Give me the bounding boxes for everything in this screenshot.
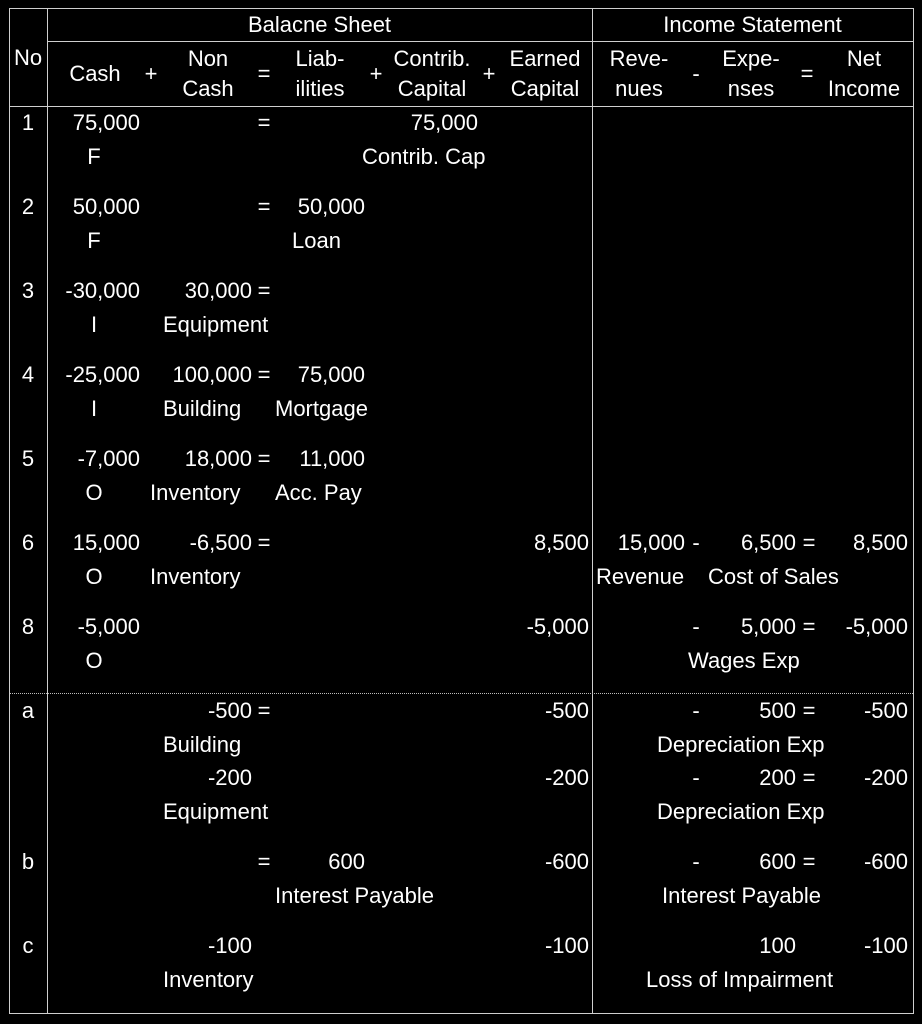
non-cash-label: Equipment (163, 799, 269, 824)
cash-amount: 50,000 (72, 194, 140, 219)
liabilities-label: Acc. Pay (275, 480, 362, 505)
border-bottom (9, 1013, 914, 1014)
header-plus: + (369, 61, 383, 86)
row-number: a (21, 698, 35, 723)
cash-activity-tag: O (85, 648, 103, 673)
non-cash-label: Equipment (163, 312, 269, 337)
equals-sign: = (257, 194, 271, 219)
net-income-amount: -100 (863, 933, 908, 958)
net-income-amount: -500 (863, 698, 908, 723)
header-non-cash-line1: Non (187, 46, 229, 71)
cash-activity-tag: F (87, 228, 101, 253)
equals-sign: = (257, 362, 271, 387)
equals-sign: = (802, 614, 816, 639)
header-no: No (13, 45, 43, 70)
minus-sign: - (692, 614, 700, 639)
liabilities-label: Mortgage (275, 396, 368, 421)
equals-sign: = (257, 446, 271, 471)
earned-capital-amount: -5,000 (526, 614, 589, 639)
equals-sign: = (802, 698, 816, 723)
non-cash-amount: 100,000 (172, 362, 252, 387)
non-cash-label: Inventory (163, 967, 254, 992)
border-right (913, 8, 914, 1014)
liabilities-amount: 50,000 (297, 194, 365, 219)
header-plus: + (482, 61, 496, 86)
expenses-label: Wages Exp (688, 648, 800, 673)
non-cash-amount: -6,500 (189, 530, 252, 555)
header-balance-sheet: Balacne Sheet (247, 12, 392, 37)
header-cash: Cash (69, 61, 121, 86)
non-cash-amount: -100 (207, 933, 252, 958)
expenses-label: Depreciation Exp (657, 732, 825, 757)
liabilities-amount: 11,000 (299, 446, 365, 471)
minus-sign: - (692, 530, 700, 555)
header-net-income-line1: Net (846, 46, 882, 71)
non-cash-label: Inventory (150, 480, 241, 505)
header-expenses-line2: nses (727, 76, 775, 101)
expenses-label: Loss of Impairment (646, 967, 834, 992)
header-net-income-line2: Income (827, 76, 901, 101)
minus-sign: - (692, 849, 700, 874)
header-contrib-capital-line1: Contrib. (393, 46, 471, 71)
cash-activity-tag: F (87, 144, 101, 169)
earned-capital-amount: -200 (544, 765, 589, 790)
equals-sign: = (257, 849, 271, 874)
row-number: c (22, 933, 34, 958)
header-plus: + (144, 61, 158, 86)
cash-activity-tag: I (90, 396, 98, 421)
liabilities-label: Interest Payable (275, 883, 434, 908)
revenues-label: Revenue (596, 564, 685, 589)
equals-sign: = (802, 530, 816, 555)
earned-capital-amount: -500 (544, 698, 589, 723)
row-number: 6 (21, 530, 35, 555)
no-column-divider (47, 8, 48, 1014)
non-cash-label: Inventory (150, 564, 241, 589)
equals-sign: = (802, 765, 816, 790)
border-top (9, 8, 914, 9)
header-liabilities-line1: Liab- (295, 46, 345, 71)
non-cash-label: Building (163, 732, 242, 757)
non-cash-label: Building (163, 396, 242, 421)
header-revenues-line1: Reve- (609, 46, 669, 71)
section-divider (592, 8, 593, 1014)
cash-amount: -5,000 (77, 614, 140, 639)
net-income-amount: 8,500 (852, 530, 908, 555)
non-cash-amount: 30,000 (184, 278, 252, 303)
cash-amount: 15,000 (72, 530, 140, 555)
header-expenses-line1: Expe- (722, 46, 780, 71)
liabilities-label: Loan (292, 228, 341, 253)
expenses-label: Interest Payable (662, 883, 821, 908)
non-cash-amount: -500 (207, 698, 252, 723)
header-revenues-line2: nues (615, 76, 663, 101)
expenses-amount: 500 (759, 698, 796, 723)
header-income-statement: Income Statement (663, 12, 842, 37)
row-number: 8 (21, 614, 35, 639)
non-cash-amount: -200 (207, 765, 252, 790)
equals-sign: = (257, 530, 271, 555)
cash-activity-tag: O (85, 480, 103, 505)
equals-sign: = (257, 110, 271, 135)
earned-capital-amount: -600 (544, 849, 589, 874)
expenses-amount: 100 (759, 933, 796, 958)
equals-sign: = (802, 849, 816, 874)
cash-activity-tag: I (90, 312, 98, 337)
earned-capital-amount: -100 (544, 933, 589, 958)
header-equals: = (800, 61, 814, 86)
earned-capital-amount: 8,500 (533, 530, 589, 555)
expenses-label: Cost of Sales (708, 564, 839, 589)
cash-amount: -25,000 (65, 362, 140, 387)
header-earned-capital-line1: Earned (509, 46, 581, 71)
expenses-label: Depreciation Exp (657, 799, 825, 824)
equals-sign: = (257, 278, 271, 303)
header-bottom-line (9, 106, 914, 107)
minus-sign: - (692, 698, 700, 723)
contrib-capital-label: Contrib. Cap (362, 144, 486, 169)
header-equals: = (257, 61, 271, 86)
cash-activity-tag: O (85, 564, 103, 589)
adjustments-divider (10, 693, 913, 694)
cash-amount: -30,000 (65, 278, 140, 303)
header-non-cash-line2: Cash (182, 76, 234, 101)
header-minus: - (692, 61, 700, 86)
header-subdivider (47, 41, 914, 42)
net-income-amount: -600 (863, 849, 908, 874)
net-income-amount: -200 (863, 765, 908, 790)
revenues-amount: 15,000 (617, 530, 685, 555)
header-contrib-capital-line2: Capital (397, 76, 467, 101)
liabilities-amount: 600 (328, 849, 365, 874)
net-income-amount: -5,000 (845, 614, 908, 639)
row-number: 3 (21, 278, 35, 303)
expenses-amount: 200 (759, 765, 796, 790)
equals-sign: = (257, 698, 271, 723)
row-number: b (21, 849, 35, 874)
non-cash-amount: 18,000 (184, 446, 252, 471)
header-liabilities-line2: ilities (295, 76, 345, 101)
row-number: 1 (21, 110, 35, 135)
row-number: 4 (21, 362, 35, 387)
minus-sign: - (692, 765, 700, 790)
expenses-amount: 6,500 (740, 530, 796, 555)
contrib-capital-amount: 75,000 (410, 110, 478, 135)
expenses-amount: 5,000 (740, 614, 796, 639)
row-number: 2 (21, 194, 35, 219)
header-earned-capital-line2: Capital (510, 76, 580, 101)
expenses-amount: 600 (759, 849, 796, 874)
liabilities-amount: 75,000 (297, 362, 365, 387)
row-number: 5 (21, 446, 35, 471)
cash-amount: -7,000 (77, 446, 140, 471)
cash-amount: 75,000 (72, 110, 140, 135)
